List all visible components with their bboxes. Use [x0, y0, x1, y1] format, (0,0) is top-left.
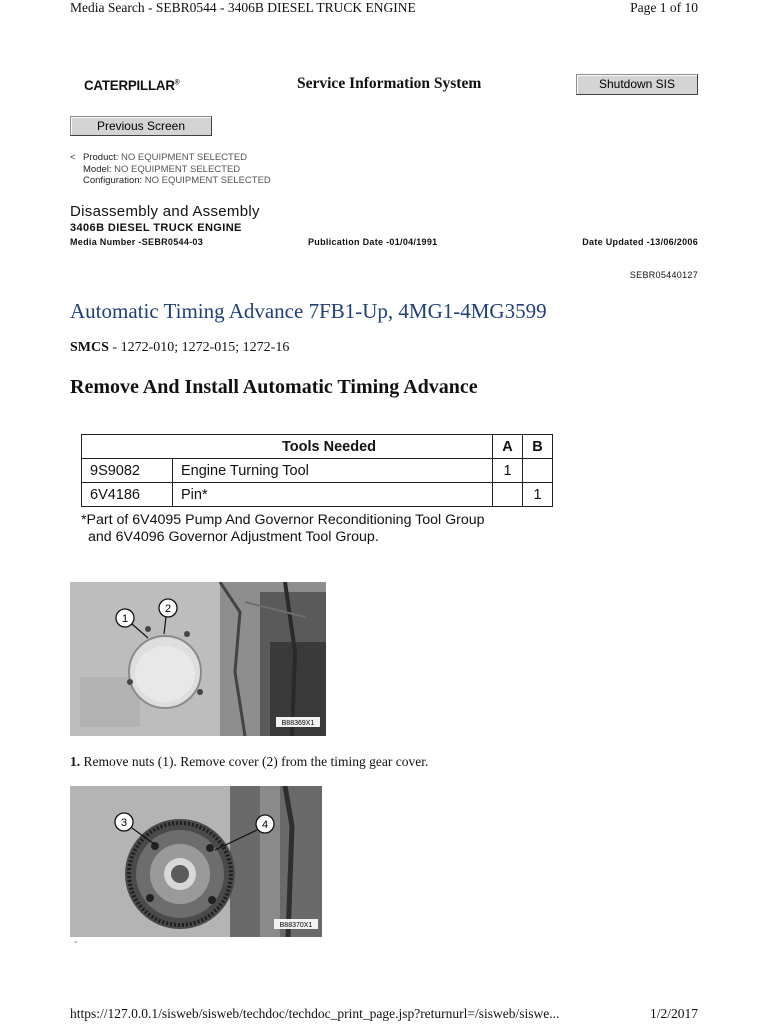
tools-needed-header: Tools Needed [82, 435, 493, 459]
article-title: Automatic Timing Advance 7FB1-Up, 4MG1-4MG3599 [70, 299, 547, 323]
tools-needed-table [81, 434, 553, 507]
qty-b [523, 459, 553, 483]
caterpillar-logo [84, 77, 179, 93]
qty-a [493, 483, 523, 507]
smcs-label: SMCS [70, 340, 109, 355]
configuration-value: NO EQUIPMENT SELECTED [144, 175, 271, 186]
document-id: SEBR05440127 [629, 270, 698, 280]
document-engine: 3406B DIESEL TRUCK ENGINE [70, 222, 242, 234]
figure-code: B88369X1 [281, 720, 315, 727]
part-description: Engine Turning Tool [173, 459, 493, 483]
smcs-codes [70, 340, 289, 356]
qty-a: 1 [493, 459, 523, 483]
step-number: 1. [70, 754, 81, 769]
trailing-mark: - [74, 937, 78, 948]
callout-4: 4 [261, 819, 269, 831]
configuration-label: Configuration: [83, 175, 143, 186]
system-title: Service Information System [297, 75, 482, 92]
tools-footnote [81, 512, 561, 546]
table-header-row [82, 435, 553, 459]
product-value: NO EQUIPMENT SELECTED [121, 152, 248, 163]
section-title: Remove And Install Automatic Timing Advance [70, 376, 478, 398]
column-a-header: A [493, 435, 523, 459]
step-1 [70, 754, 428, 770]
shutdown-sis-button[interactable]: Shutdown SIS [576, 74, 698, 95]
date-updated: Date Updated -13/06/2006 [582, 237, 698, 247]
product-label: Product: [83, 152, 119, 163]
part-number: 9S9082 [82, 459, 173, 483]
footnote-line-2: and 6V4096 Governor Adjustment Tool Group. [88, 529, 379, 545]
callout-3: 3 [120, 817, 128, 829]
media-number: Media Number -SEBR0544-03 [70, 237, 204, 247]
part-description: Pin* [173, 483, 493, 507]
footnote-line-1: *Part of 6V4095 Pump And Governor Reconditioning Tool Group [81, 512, 485, 528]
logo-trademark: ® [174, 79, 180, 87]
timing-cover-photo [70, 582, 326, 736]
timing-advance-photo [70, 786, 322, 937]
part-number: 6V4186 [82, 483, 173, 507]
smcs-values: - 1272-010; 1272-015; 1272-16 [108, 340, 290, 355]
model-value: NO EQUIPMENT SELECTED [114, 163, 241, 175]
page-header-title: Media Search - SEBR0544 - 3406B DIESEL TRUCK ENGINE [70, 0, 416, 15]
back-arrow-icon[interactable]: < [70, 152, 76, 163]
equipment-selection [70, 152, 271, 187]
page-number: Page 1 of 10 [630, 0, 698, 15]
column-b-header: B [523, 435, 553, 459]
qty-b: 1 [523, 483, 553, 507]
publication-date: Publication Date -01/04/1991 [308, 237, 438, 247]
table-row [82, 483, 553, 507]
figure-code: B88370X1 [279, 922, 313, 929]
model-label: Model: [83, 163, 112, 175]
callout-2: 2 [164, 603, 172, 615]
table-row [82, 459, 553, 483]
document-category: Disassembly and Assembly [70, 203, 260, 220]
print-date: 1/2/2017 [649, 1006, 698, 1021]
page-url: https://127.0.0.1/sisweb/sisweb/techdoc/techdoc_print_page.jsp?returnurl=/sisweb/siswe... [70, 1006, 560, 1021]
callout-1: 1 [121, 613, 129, 625]
previous-screen-button[interactable]: Previous Screen [70, 116, 212, 136]
step-text: Remove nuts (1). Remove cover (2) from the timing gear cover. [80, 754, 429, 769]
logo-text: CATERPILLAR [84, 77, 175, 93]
